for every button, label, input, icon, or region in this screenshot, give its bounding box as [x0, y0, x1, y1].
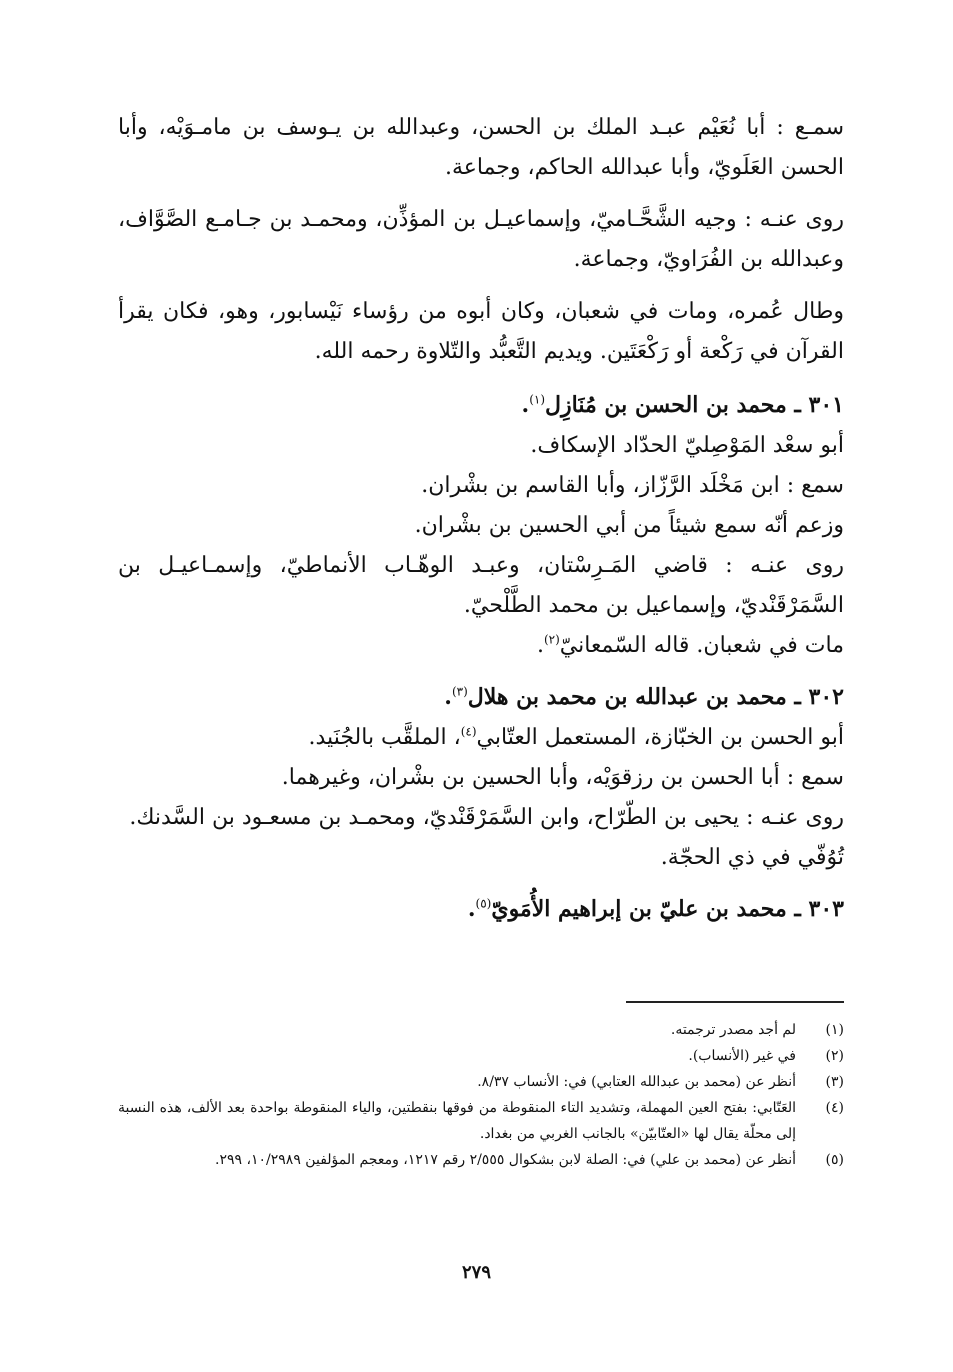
footnote-2: [118, 1043, 844, 1069]
entry-302-kunya: أبو الحسن بن الخبّازة، المستعمل العتّابي$^{(٤)}$، الملقَّب بالجُنَيد.: [308, 724, 844, 750]
footnote-text: العَتّابي: بفتح العين المهملة، وتشديد التاء المنقوطة من فوقها بنقطتين، والياء المنقوطة بواحدة بعد الألف، هذه النسبة إلى محلّة يقال لها «العتّابيّن» بالجانب الغربي من بغداد.: [118, 1100, 796, 1142]
entry-302-death: تُوُفّي في ذي الحجّة.: [660, 845, 844, 870]
entry-301-heard: سمع : ابن مَخْلَد الرَّزّاز، وأبا القاسم بن بشْران.: [421, 473, 844, 498]
page-number: ٢٧٩: [461, 1262, 491, 1283]
footnote-number: (٥): [825, 1152, 844, 1168]
main-text: [118, 108, 844, 930]
entry-302-heading: ٣٠٢ ـ محمد بن عبدالله بن محمد بن هلال$^{(٣)}$.: [444, 684, 844, 710]
footnote-number: (٤): [825, 1100, 844, 1116]
footnote-ref-1: (١): [529, 392, 546, 407]
entry-302: [118, 676, 844, 878]
entry-301-heading: ٣٠١ ـ محمد بن الحسن بن مُنَازِل$^{(١)}$.: [521, 392, 844, 418]
footnote-ref-2: (٢): [543, 632, 560, 647]
entry-302-heard: سمع : أبا الحسن بن رزقوَيْه، وأبا الحسين بن بشْران، وغيرهما.: [281, 765, 844, 790]
footnote-ref-4: (٤): [460, 724, 477, 739]
entry-301-death: مات في شعبان. قاله السّمعانيّ$^{(٢)}$.: [536, 632, 844, 658]
footnote-ref-5: (٥): [475, 896, 492, 911]
entry-302-narrators: روى عنـه : يحيى بن الطّرّاح، وابن السَّمَرْقَنْديّ، ومحمـد بن مسعـود بن السَّدنك.: [129, 805, 844, 830]
footnote-separator: [626, 1001, 844, 1003]
footnote-number: (٣): [825, 1074, 844, 1090]
footnote-text: أنظر عن (محمد بن عبدالله العتابي) في: الأنساب ٨/٣٧.: [477, 1074, 796, 1090]
entry-301-kunya: أبو سعْد المَوْصِليّ الحدّاد الإسكاف.: [530, 433, 844, 458]
footnotes: [118, 1017, 844, 1173]
footnote-number: (١): [825, 1022, 844, 1038]
entry-303-heading: ٣٠٣ ـ محمد بن عليّ بن إبراهيم الأُمَويّ$^{(٥)}$.: [467, 896, 844, 922]
footnote-4: [118, 1095, 844, 1147]
paragraph-heard-from: سمـع : أبا نُعَيْم عبـد الملك بن الحسن، وعبدالله بن يـوسف بن مامـوَيْه، وأبا الحسن العَلَويّ، وأبا عبدالله الحاكم، وجماعة.: [118, 115, 844, 180]
entry-301: [118, 384, 844, 666]
footnote-number: (٢): [825, 1048, 844, 1064]
entry-303: [118, 888, 844, 930]
paragraph-biography: وطال عُمره، ومات في شعبان، وكان أبوه من رؤساء نَيْسابور، وهو، فكان يقرأ القرآن في رَكْعة أو رَكْعَتَين. ويديم التَّعبُّد والتّلاوة رحمه الله.: [118, 299, 844, 364]
entry-301-claim: وزعم أنّه سمع شيئاً من أبي الحسين بن بشْران.: [414, 513, 844, 538]
footnote-text: في غير (الأنساب).: [688, 1048, 796, 1064]
footnote-ref-3: (٣): [451, 684, 468, 699]
footnote-text: أنظر عن (محمد بن علي) في: الصلة لابن بشكوال ٢/٥٥٥ رقم ١٢١٧، ومعجم المؤلفين ١٠/٢٩٨٩، ٢٩٩.: [215, 1152, 796, 1168]
entry-301-narrators: روى عنـه : قاضي المَـرِسْتان، وعبـد الوهّـاب الأنماطيّ، وإسمـاعيـل بن السَّمَرْقَنْديّ، وإسماعيل بن محمد الطَّلْحيّ.: [118, 553, 844, 618]
footnote-5: [118, 1147, 844, 1173]
footnote-3: [118, 1069, 844, 1095]
paragraph-narrators: روى عنـه : وجيه الشَّحَّـاميّ، وإسماعيـل بن المؤذِّن، ومحمـد بن جـامـع الصَّوَّاف، وعبدالله بن الفُرَاويّ، وجماعة.: [118, 207, 844, 272]
footnote-text: لم أجد مصدر ترجمته.: [670, 1022, 796, 1038]
footnote-1: [118, 1017, 844, 1043]
